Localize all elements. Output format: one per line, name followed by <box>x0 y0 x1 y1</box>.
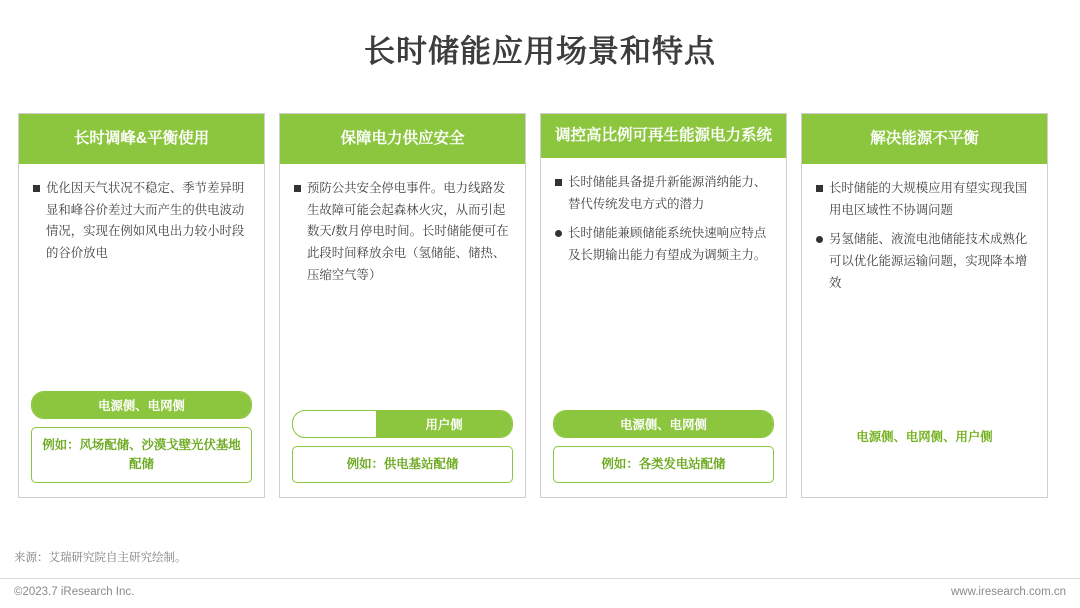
card-4-side-label: 电源侧、电网侧、用户侧 <box>856 430 993 444</box>
card-3-bullets <box>541 158 786 410</box>
disc-bullet-icon <box>555 230 562 237</box>
bullet <box>555 223 772 266</box>
card-4-header: 解决能源不平衡 <box>802 114 1047 164</box>
card-2-bullets <box>280 164 525 410</box>
footer-divider <box>0 578 1080 579</box>
bullet <box>294 178 511 287</box>
square-bullet-icon <box>33 185 40 192</box>
square-bullet-icon <box>555 179 562 186</box>
card-3-example: 例如：各类发电站配储 <box>553 446 774 483</box>
square-bullet-icon <box>294 185 301 192</box>
bullet <box>33 178 250 265</box>
card-2-side-bar <box>292 410 513 438</box>
bullet-text: 长时储能具备提升新能源消纳能力、替代传统发电方式的潜力 <box>568 175 767 211</box>
card-3-header: 调控高比例可再生能源电力系统 <box>541 114 786 158</box>
bullet <box>816 229 1033 294</box>
card-3-side-bar <box>553 410 774 438</box>
card-1-side-label: 电源侧、电网侧 <box>98 398 185 413</box>
cards-row <box>18 113 1062 498</box>
bullet <box>816 178 1033 221</box>
card-1-side-bar <box>31 391 252 419</box>
card-4-spacer <box>802 457 1047 497</box>
bullet-text: 另氢储能、液流电池储能技术成熟化可以优化能源运输问题，实现降本增效 <box>829 232 1028 290</box>
card-2-example: 例如：供电基站配储 <box>292 446 513 483</box>
bullet-text: 长时储能的大规模应用有望实现我国用电区域性不协调问题 <box>829 181 1028 217</box>
card-4 <box>801 113 1048 498</box>
card-1 <box>18 113 265 498</box>
card-1-header: 长时调峰&平衡使用 <box>19 114 264 164</box>
source-note: 来源：艾瑞研究院自主研究绘制。 <box>14 552 187 564</box>
disc-bullet-icon <box>816 236 823 243</box>
card-4-side-bar <box>814 423 1035 449</box>
bullet-text: 长时储能兼顾储能系统快速响应特点及长期输出能力有望成为调频主力。 <box>568 226 767 263</box>
footer-copyright: ©2023.7 iResearch Inc. <box>14 586 135 598</box>
bullet-text: 预防公共安全停电事件。电力线路发生故障可能会起森林火灾，从而引起数天/数月停电时间。长时储能便可在此段时间释放余电（氢储能、储热、压缩空气等） <box>307 181 509 282</box>
square-bullet-icon <box>816 185 823 192</box>
card-2-side-label: 用户侧 <box>425 417 463 432</box>
card-1-example: 例如：风场配储、沙漠戈壁光伏基地配储 <box>31 427 252 483</box>
bullet <box>555 172 772 215</box>
card-2 <box>279 113 526 498</box>
card-3-side-label: 电源侧、电网侧 <box>620 417 707 432</box>
card-2-header: 保障电力供应安全 <box>280 114 525 164</box>
card-3 <box>540 113 787 498</box>
bullet-text: 优化因天气状况不稳定、季节差异明显和峰谷价差过大而产生的供电波动情况，实现在例如风电出力较小时段的谷价放电 <box>46 181 245 261</box>
card-4-bullets <box>802 164 1047 423</box>
card-1-bullets <box>19 164 264 391</box>
footer-website: www.iresearch.com.cn <box>950 586 1066 598</box>
page-title: 长时储能应用场景和特点 <box>364 34 716 69</box>
